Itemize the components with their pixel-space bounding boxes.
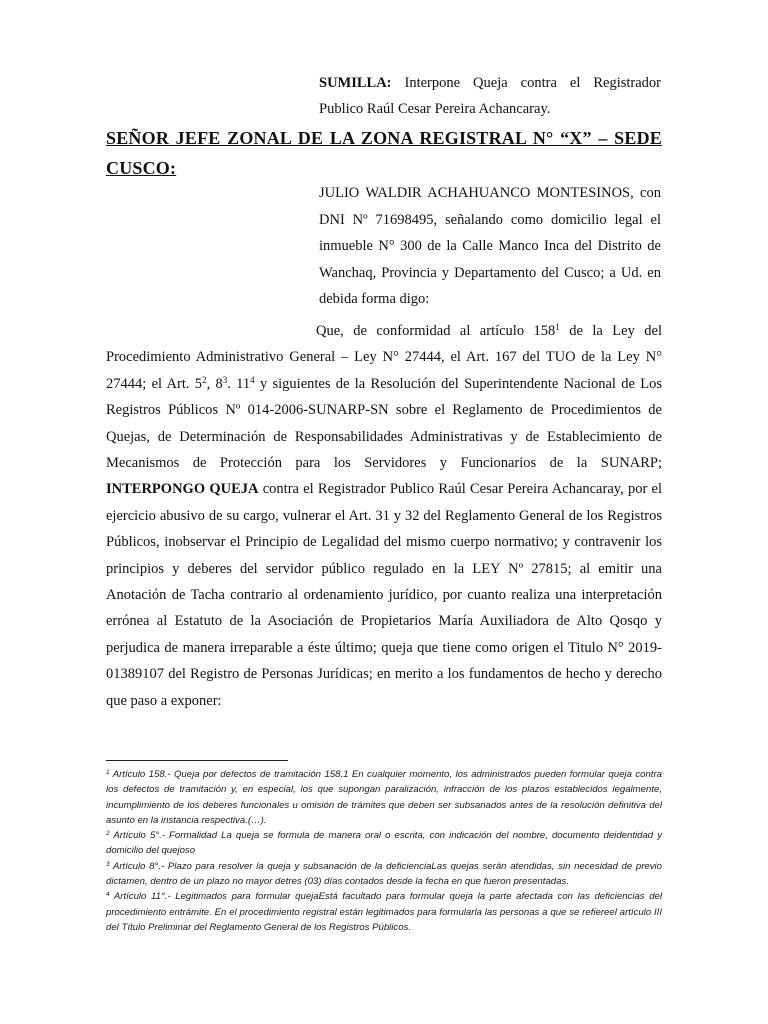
body-text-6: contra el Registrador Publico Raúl Cesar Pereira Achancaray, por el ejercicio abusivo de su cargo, vulnerar el Art. 31 y 32 del Reglamento General de los Registros Públicos, inobservar el Principio de Legalidad del mismo cuerpo normativo; y contravenir los principios y deberes del servidor público regulado en la LEY Nº 27815; al emitir una Anotación de Tacha contrario al ordenamiento jurídico, por cuanto realiza una interpretación errónea al Estatuto de la Asociación de Propietarios María Auxiliadora de Alto Qosqo y perjudica de manera irreparable a éste último; queja que tiene como origen el Titulo N° 2019-01389107 del Registro de Personas Jurídicas; en merito a los fundamentos de hecho y derecho que paso a exponer: (106, 481, 662, 709)
addressee-heading: SEÑOR JEFE ZONAL DE LA ZONA REGISTRAL N° “X” – SEDE CUSCO: (106, 128, 662, 178)
footnote-separator (106, 760, 288, 761)
footnotes-section (106, 767, 662, 935)
body-text-2: de la Ley del Procedimiento Administrativo General – Ley N° 27444, el Art. 167 del TUO de la Ley N° 27444; el Art. 5 (106, 323, 662, 392)
footnote-text-3: Artículo 8°.- Plazo para resolver la queja y subsanación de la deficienciaLas quejas serán atendidas, sin necesidad de previo dictamen, dentro de un plazo no mayor detres (03) días contados desde la fecha en que fueron presentadas. (106, 860, 662, 888)
footnote-2 (106, 828, 662, 859)
identification-paragraph: JULIO WALDIR ACHAHUANCO MONTESINOS, con DNI Nº 71698495, señalando como domicilio legal el inmueble N° 300 de la Calle Manco Inca del Distrito de Wanchaq, Provincia y Departamento del Cusco; a Ud. en debida forma digo: (319, 185, 661, 307)
footnote-ref-2: 2 (202, 374, 207, 385)
body-text-1: Que, de conformidad al artículo 158 (316, 323, 556, 339)
footnote-mark-4: 4 (106, 891, 110, 899)
footnote-text-2: Artículo 5°.- Formalidad La queja se formula de manera oral o escrita, con indicación del nombre, documento deidentidad y domicilio del quejoso (106, 830, 662, 857)
body-text-4: . 11 (227, 375, 251, 392)
footnote-ref-1: 1 (555, 322, 560, 332)
body-bold-phrase: INTERPONGO QUEJA (106, 481, 259, 498)
footnote-mark-1: 1 (106, 769, 110, 776)
sumilla-text: Interpone Queja contra el Registrador Publico Raúl Cesar Pereira Achancaray. (319, 75, 661, 117)
body-text-3: , 8 (206, 375, 223, 392)
main-paragraph (106, 318, 662, 714)
footnote-ref-4: 4 (250, 374, 255, 385)
body-text-5: y siguientes de la Resolución del Superintendente Nacional de Los Registros Públicos Nº 014-2006-SUNARP-SN sobre el Reglamento de Procedimientos de Quejas, de Determinación de Responsabilidades Administrativas y de Establecimiento de Mecanismos de Protección para los Servidores y Funcionarios de la SUNARP; (106, 375, 663, 472)
sumilla-block (319, 70, 661, 122)
footnote-ref-3: 3 (222, 374, 228, 385)
footnote-3 (106, 859, 662, 890)
footnote-text-1: Artículo 158.- Queja por defectos de tramitación 158.1 En cualquier momento, los administrados pueden formular queja contra los defectos de tramitación y, en especial, los que supongan paralización, infracción de los plazos establecidos legalmente, incumplimiento de los deberes funcionales u omisión de trámites que deben ser subsanados antes de la resolución definitiva del asunto en la instancia respectiva.(…). (106, 769, 662, 826)
footnote-mark-2: 2 (106, 830, 110, 838)
footnote-4 (106, 889, 662, 935)
sumilla-label: SUMILLA: (319, 75, 392, 91)
footnote-mark-3: 3 (106, 860, 110, 868)
footnote-1 (106, 767, 662, 828)
footnote-text-4: Artículo 11°.- Legitimados para formular quejaEstá facultado para formular queja la parte afectada con las deficiencias del procedimiento entrámite. En el procedimiento registral están legitimados para formularla las personas a que se refiereel artículo III del Título Preliminar del Reglamento General de los Registros Públicos. (106, 891, 662, 933)
